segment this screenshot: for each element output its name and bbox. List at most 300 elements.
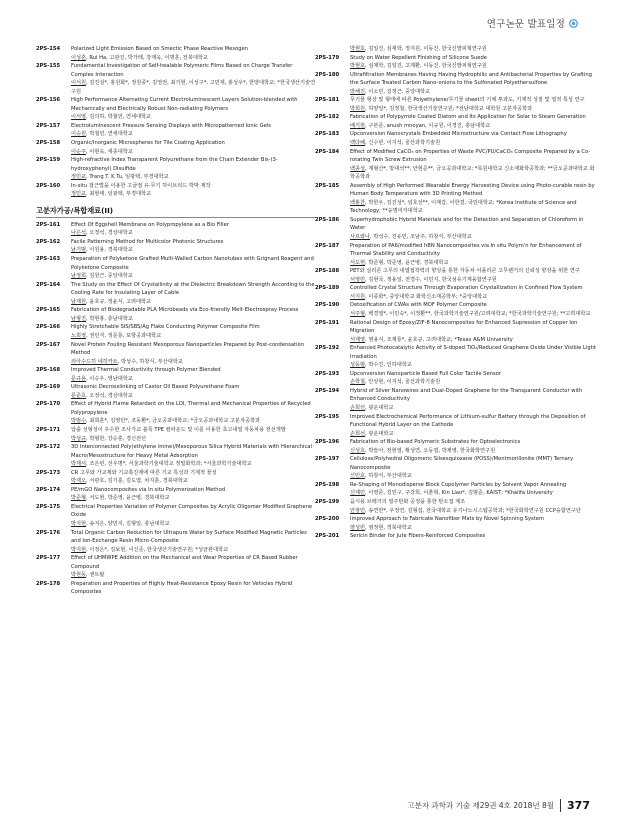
co-authors-affiliation: , 이영준, 김민구, 구강희, 이춘혁, Kin Liao*, 김범준, KAIST; *Khalifa University xyxy=(365,490,553,497)
poster-body xyxy=(350,45,597,54)
presenting-author: 박현호 xyxy=(350,63,366,70)
poster-authors xyxy=(350,336,597,345)
poster-code: 2PS-166 xyxy=(36,324,61,331)
poster-authors xyxy=(350,489,597,498)
presenting-author: 성동범 xyxy=(350,362,366,369)
poster-authors xyxy=(71,460,316,469)
poster-entry xyxy=(36,443,316,469)
poster-entry xyxy=(315,387,597,413)
poster-body xyxy=(350,54,597,71)
poster-code: 2PS-187 xyxy=(315,242,340,249)
poster-entry xyxy=(315,216,597,242)
poster-code: 2PS-186 xyxy=(315,216,340,223)
co-authors-affiliation: , 계형산*, 방대석**, 안현준**, 금오공과대학교; *목원대학교 신소재화학공학과; **금오공과대학교 화학공학과 xyxy=(350,165,595,181)
poster-authors xyxy=(350,139,597,148)
presenting-author: 박재오 xyxy=(71,478,87,485)
poster-entry xyxy=(36,122,316,139)
poster-entry xyxy=(315,242,597,268)
poster-body xyxy=(71,503,316,529)
poster-authors xyxy=(71,494,316,503)
poster-authors xyxy=(350,165,597,182)
presenting-author: 박재서 xyxy=(71,461,87,468)
co-authors-affiliation: , 박슬아, 전현열, 황성연, 오동엽, 박제영, 한국화학연구원 xyxy=(365,447,496,454)
presenting-author: 신민호 xyxy=(350,473,366,480)
poster-authors xyxy=(350,45,597,54)
poster-body xyxy=(71,238,316,255)
poster-title: Ultrasonic Decrosslinking of Castor Oil Based Polyurethane Foam xyxy=(71,384,240,391)
poster-code: 2PS-179 xyxy=(315,54,340,61)
poster-title: Superhydrophobic Hybrid Materials and for the Detection and Separation of Chloroform in Water xyxy=(350,216,584,232)
poster-body xyxy=(71,580,316,597)
presenting-author: 박희원 xyxy=(350,105,366,112)
poster-entry xyxy=(36,503,316,529)
presenting-author: 서영민 xyxy=(350,276,366,283)
poster-title: Ultrafiltration Membranes Having Having Hydrophilic and Antibacterial Properties by Grafting the Surface Treated Carbon Nano-onions to the Sulfonated Polyethersulfone xyxy=(350,71,592,87)
poster-title: Controlled Crystal Structure Through Evaporation Crystallization in Confined Flow System xyxy=(350,285,583,292)
co-authors-affiliation: , 오정석, 경상대학교 xyxy=(86,230,133,237)
poster-title: Re-Shaping of Monodisperse Block Copolymer Particles by Solvent Vapor Annealing xyxy=(350,481,567,488)
page-number: 377 xyxy=(560,799,590,812)
poster-title: Effect of Modified CaCO₃ on Properties of Waste PVC/PU/CaCO₃ Composite Prepared by a Co-rotating Twin Screw Extrusion xyxy=(350,148,591,164)
poster-authors xyxy=(71,229,316,238)
page-header xyxy=(487,16,578,30)
poster-authors xyxy=(350,233,597,242)
poster-code: 2PS-173 xyxy=(36,469,61,476)
co-authors-affiliation: , 신수빈, 이지석, 울산과학기술원 xyxy=(365,140,441,147)
co-authors-affiliation: , 오정석, 경상대학교 xyxy=(86,392,133,399)
poster-title: Preparation of Polyketone Grafted Multi-Walled Carbon Nanotubes with Grignard Reagent and Polyketone Composite xyxy=(71,256,314,271)
poster-title: Polarized Light Emission Based on Smectic Phase Reactive Mesogen xyxy=(71,46,248,52)
poster-body xyxy=(71,255,316,281)
co-authors-affiliation: , 박준형, 박준영, 윤근병, 경북대학교 xyxy=(365,259,449,266)
poster-code: 2PS-154 xyxy=(36,46,61,52)
co-authors-affiliation: , 박형한, 강승훈, 경신전선 xyxy=(86,435,147,442)
presenting-author: 문규용 xyxy=(71,375,87,382)
poster-entry xyxy=(36,96,316,122)
presenting-author: 신성호 xyxy=(350,447,366,454)
presenting-author: 서도현 xyxy=(350,259,366,266)
poster-code: 2PS-169 xyxy=(36,384,61,391)
poster-title: Upconversion Nanoparticle Based Full Color Tactile Sensor xyxy=(350,370,501,377)
poster-code: 2PS-180 xyxy=(315,71,340,78)
poster-code: 2PS-171 xyxy=(36,426,61,433)
poster-title: 3D Interconnected Poly(ethylene imine)/Mesoporous Silica Hybrid Materials with Hierarchical Macro/Mesostructure for Heavy Metal Adsorption xyxy=(71,444,312,459)
poster-authors xyxy=(350,259,597,268)
co-authors-affiliation: , 윤호규, 정윤식, 고려대학교 xyxy=(86,298,152,305)
poster-code: 2PS-192 xyxy=(315,345,340,352)
poster-authors xyxy=(350,472,597,481)
poster-code: 2PS-182 xyxy=(315,114,340,121)
poster-authors xyxy=(350,293,597,302)
poster-title: Total Organic Carbon Reduction for Ultrapure Water by Surface Modified Magnetic Particles and Ion-Exchange Resin Micro-Composite xyxy=(71,529,307,545)
poster-title: Electroluminescent Pressure Sensing Displays with Micropatterned Ionic Gels xyxy=(71,122,271,129)
poster-body xyxy=(350,130,597,147)
poster-body xyxy=(350,216,597,242)
poster-body xyxy=(71,469,316,486)
poster-code: 2PS-174 xyxy=(36,486,61,493)
poster-title: Fabrication of Biodegradable PLA Microbeads via Eco-friendly Melt-Electrospray Process xyxy=(71,307,299,314)
poster-code: 2PS-200 xyxy=(315,516,340,523)
poster-authors xyxy=(350,199,597,216)
poster-authors xyxy=(71,130,316,139)
co-authors-affiliation: , 이종화*, 중앙대학교 화학신소재공학부; *중앙대학교 xyxy=(365,293,488,300)
poster-authors xyxy=(71,173,316,182)
poster-body xyxy=(71,341,316,367)
poster-entry xyxy=(315,413,597,439)
poster-entry xyxy=(36,281,316,307)
co-authors-affiliation: , 최현태, 임광택, 부경대학교 xyxy=(86,191,152,198)
poster-authors xyxy=(350,361,597,370)
poster-code: 2PS-158 xyxy=(36,140,61,147)
poster-code: 2PS-195 xyxy=(315,413,340,420)
poster-body xyxy=(71,96,316,122)
poster-code: 2PS-178 xyxy=(36,580,61,587)
poster-title: Improved Approach to Fabricate Nanofiber Mats by Novel Spinning System xyxy=(350,516,545,523)
poster-authors xyxy=(350,404,597,413)
poster-title: Highly Stretchable SIS/SBS/Ag Flake Conducting Polymer Composite Film xyxy=(71,324,260,331)
poster-title: The Study on the Effect Of Crystallinity at the Dielectric Breakdown Strength According to the Cooling Rate for Insulating Layer of Cable xyxy=(71,281,315,297)
poster-title: Effect of Hybrid Flame Retardant on the LOI, Thermal and Mechanical Properties of Recycled Polypropylene xyxy=(71,401,311,416)
poster-authors xyxy=(350,276,597,285)
poster-title: 무기물 형상 및 형태에 따른 Polyethylene/무기물 sheet의 기체 투과도, 기계적 성질 및 열적 특성 연구 xyxy=(350,97,585,104)
page-footer xyxy=(407,799,590,812)
presenting-author: 박성규 xyxy=(71,435,87,442)
poster-code: 2PS-155 xyxy=(36,63,61,70)
co-authors-affiliation: , 이승우, 영남대학교 xyxy=(86,375,133,382)
poster-title: Rational Design of Epoxy/ZIF-8 Nanocomposites for Enhanced Supression of Copper Ion Migration xyxy=(350,319,578,335)
poster-authors xyxy=(71,298,316,307)
poster-body xyxy=(350,267,597,284)
poster-body xyxy=(71,281,316,307)
poster-authors xyxy=(71,546,316,555)
presenting-author: 이서영 xyxy=(71,114,87,121)
poster-code: 2PS-188 xyxy=(315,268,340,275)
co-authors-affiliation: , 최희훈*, 김영민*, 조동환*, 금오공과대학교; *금오공과대학교 고분자공학과 xyxy=(86,418,260,425)
co-authors-affiliation: , 박성수, 하창식, 부산대학교 xyxy=(117,358,183,365)
co-authors-affiliation: , 권민식, 정문룡, 포항공과대학교 xyxy=(86,332,162,339)
poster-body xyxy=(350,515,597,532)
poster-body xyxy=(350,71,597,97)
co-authors-affiliation: , 백경열*, 이민숙*, 이정환**, 한국과학기술연구원/고려대학교; *한국과학기술연구원; **고려대학교 xyxy=(365,310,591,317)
poster-entry xyxy=(36,383,316,400)
poster-authors xyxy=(71,332,316,341)
presenting-author: 손희선 xyxy=(350,430,366,437)
presenting-author: 백홍찬 xyxy=(350,199,366,206)
poster-title: Enhanced Photocatalytic Activity of S-doped TiO₂/Reduced Graphene Oxide Under Visible Light Irradiation xyxy=(350,345,596,360)
poster-title: Study on Water Repellent Finishing of Silicone Suede xyxy=(350,54,487,61)
poster-code: 2PS-161 xyxy=(36,221,61,228)
presenting-author: 이성훈 xyxy=(71,54,87,61)
poster-authors xyxy=(350,430,597,439)
co-authors-affiliation: , 광운대학교 xyxy=(365,404,394,411)
co-authors-affiliation: , 허양일*, 김정철, 한국생산기술연구원; *전남대학교 대학원 고분자공학과 xyxy=(365,105,533,112)
poster-code: 2PS-172 xyxy=(36,444,61,451)
poster-body xyxy=(71,139,316,156)
poster-entry xyxy=(36,139,316,156)
poster-entry xyxy=(36,255,316,281)
poster-code: 2PS-156 xyxy=(36,97,61,104)
poster-authors xyxy=(71,571,316,580)
poster-title: Electrical Properties Variation of Polymer Composites by Acrylic Oligomer Modified Graphene Oxide xyxy=(71,503,313,519)
poster-entry xyxy=(36,554,316,580)
poster-code: 2PS-193 xyxy=(315,370,340,377)
co-authors-affiliation: , 서도현, 박준영, 윤근병, 경북대학교 xyxy=(86,495,170,502)
section-heading: 고분자가공/복합재료(II) xyxy=(36,206,316,218)
poster-entry xyxy=(36,426,316,443)
poster-entry xyxy=(315,301,597,318)
poster-entry xyxy=(315,45,597,54)
poster-title: Upconversion Nanocrystals Embedded Microstructure via Contact Flow Lithography xyxy=(350,131,567,138)
poster-title: Novel Protein Fouling Resistant Mesoporous Nanoparticles Prepared by Post-condensation Method xyxy=(71,341,304,357)
poster-code: 2PS-199 xyxy=(315,498,340,505)
poster-body xyxy=(350,113,597,130)
poster-title: 압출 성형성이 우수한 조사가교 블록 TPE 컴파운드 및 이를 이용한 초고내열 자동차용 전선개발 xyxy=(71,426,286,433)
poster-title: Fabrication of Bio-based Polymeric Substrates for Optoelectronics xyxy=(350,439,521,446)
poster-title: Detoxification of CWAs with MOF Polymer Composite xyxy=(350,302,487,309)
presenting-author: 남재원 xyxy=(71,298,87,305)
poster-entry xyxy=(315,438,597,455)
poster-title: High-refractive Index Transparent Polyurethane from the Chain Extender Bis-(3-hydroxyphenyl) Disulfide xyxy=(71,157,278,172)
poster-body xyxy=(350,413,597,439)
poster-body xyxy=(71,156,316,182)
poster-code: 2PS-176 xyxy=(36,529,61,536)
poster-code: 2PS-197 xyxy=(315,456,340,463)
section-title: 연구논문 발표일정 xyxy=(486,19,565,30)
presenting-author: 서주형 xyxy=(350,310,366,317)
poster-authors xyxy=(71,113,316,122)
presenting-author: 문준호 xyxy=(71,392,87,399)
poster-authors xyxy=(71,79,316,96)
poster-code: 2PS-168 xyxy=(36,367,61,374)
co-authors-affiliation: , 김일진, 심재학, 정지원, 이동진, 한국신발피혁연구원 xyxy=(365,46,487,52)
co-authors-affiliation: , 조은빈, 선우명*, 서울과학기술대학교 정밀화학과; *서울과학기술대학교 xyxy=(86,461,252,468)
poster-entry xyxy=(36,45,316,62)
poster-authors xyxy=(71,246,316,255)
presenting-author: 이서원 xyxy=(71,80,87,87)
poster-code: 2PS-194 xyxy=(315,387,340,394)
poster-body xyxy=(350,96,597,113)
poster-code: 2PS-159 xyxy=(36,157,61,164)
poster-authors xyxy=(71,190,316,199)
poster-body xyxy=(350,148,597,182)
poster-body xyxy=(350,242,597,268)
poster-entry xyxy=(36,306,316,323)
presenting-author: 남정희 xyxy=(71,273,87,280)
poster-title: Assembly of High Performed Wearable Energy Harvesting Device using Photo-curable resin by Human Body Temperature with 3D Printing Method xyxy=(350,182,595,198)
co-authors-affiliation: , 이현욱, 세종대학교 xyxy=(86,148,133,155)
poster-entry xyxy=(315,532,597,541)
presenting-author: 이순주 xyxy=(71,148,87,155)
poster-title: Fundamental Investigation of Self-healable Polymeric Films Based on Charge Transfer Complex Interaction xyxy=(71,63,293,78)
poster-body xyxy=(350,532,597,541)
co-authors-affiliation: , 박한우, 김진성*, 임호선**, 이재갑, 이한결, 국민대학교; *Korea Institute of Science and Technology; **숭명여자대학교 xyxy=(350,199,577,215)
presenting-author: 박지현 xyxy=(71,520,87,527)
poster-title: Improved Electrochemical Performance of Lithium-sulfur Battery through the Deposition of Functional Hybrid Layer on the Cathode xyxy=(350,413,586,429)
presenting-author: 박준형 xyxy=(71,495,87,502)
presenting-author: 박범수 xyxy=(71,418,87,425)
poster-code: 2PS-165 xyxy=(36,307,61,314)
co-authors-affiliation: , 광운대학교 xyxy=(365,430,394,437)
poster-body xyxy=(71,62,316,96)
poster-code: 2PS-190 xyxy=(315,302,340,309)
poster-authors xyxy=(71,477,316,486)
poster-body xyxy=(71,306,316,323)
presenting-author: 나은석 xyxy=(71,230,87,237)
poster-entry xyxy=(315,267,597,284)
poster-body xyxy=(71,443,316,469)
poster-title: High Performance Alternating Current Electroluminescent Layers Solution-blended with Mechanically and Electrically Robust Non-radiating Polymers xyxy=(71,97,298,112)
poster-code: 2PS-183 xyxy=(315,131,340,138)
right-column xyxy=(315,45,597,541)
poster-title: Effect Of Eggshell Membrane on Polypropylene as a Bio Filler xyxy=(71,221,229,228)
poster-title: PE/mGO Nanocomposites via In situ Polymerization Method xyxy=(71,486,226,493)
poster-entry xyxy=(36,221,316,238)
poster-entry xyxy=(315,370,597,387)
poster-entry xyxy=(36,238,316,255)
presenting-author: 남기범 xyxy=(71,247,87,254)
presenting-author: 이승원 xyxy=(71,131,87,138)
poster-body xyxy=(71,529,316,555)
co-authors-affiliation: , 박현홍, 충남대학교 xyxy=(86,315,133,322)
poster-body xyxy=(350,284,597,301)
poster-authors xyxy=(350,88,597,97)
poster-body xyxy=(350,319,597,345)
presenting-author: 백종성 xyxy=(350,165,366,172)
poster-body xyxy=(71,366,316,383)
co-authors-affiliation: , 센트랄 xyxy=(86,572,105,579)
poster-entry xyxy=(36,400,316,426)
co-authors-affiliation: , 이정은*, 김보현, 이신준, 한국생산기술연구원; *성균관대학교 xyxy=(86,546,229,553)
poster-title: Sericin Binder for Jute Fibers-Reinforced Composites xyxy=(350,533,486,540)
presenting-author: 리아수드히 네히카트 xyxy=(71,358,118,365)
poster-body xyxy=(71,383,316,400)
poster-entry xyxy=(36,580,316,597)
co-authors-affiliation: , 이원용, 경북대학교 xyxy=(86,247,133,254)
co-authors-affiliation: , 염정현, 경북대학교 xyxy=(365,524,412,531)
poster-body xyxy=(350,387,597,413)
poster-entry xyxy=(315,71,597,97)
poster-authors xyxy=(350,507,597,516)
poster-body xyxy=(350,438,597,455)
poster-code: 2PS-170 xyxy=(36,401,61,408)
poster-body xyxy=(71,426,316,443)
poster-authors xyxy=(71,435,316,444)
left-column xyxy=(36,45,316,597)
presenting-author: 사르와나 xyxy=(350,234,371,241)
poster-entry xyxy=(315,515,597,532)
poster-entry xyxy=(315,130,597,147)
co-authors-affiliation: , 심재학, 김일진, 고재환, 이동진, 한국신발피혁연구원 xyxy=(365,63,487,70)
poster-entry xyxy=(315,481,597,498)
poster-code: 2PS-162 xyxy=(36,238,61,245)
poster-entry xyxy=(315,54,597,71)
co-authors-affiliation: , 박수진, 인하대학교 xyxy=(365,362,412,369)
poster-title: In-situ 접근법을 이용한 고굴절 유·무기 하이브리드 박막 제작 xyxy=(71,182,211,189)
presenting-author: 백다혜 xyxy=(350,140,366,147)
poster-title: Cellulose/Polyhedral Oligomeric Silsesquioxane (POSS)/Montmorillonite (MMT) Ternary Nanocomposite xyxy=(350,456,574,471)
poster-code: 2PS-189 xyxy=(315,285,340,292)
poster-body xyxy=(350,455,597,481)
co-authors-affiliation: , 김원근, 중앙대학교 xyxy=(86,273,133,280)
poster-code: 2PS-163 xyxy=(36,256,61,263)
poster-body xyxy=(350,498,597,515)
poster-body xyxy=(71,554,316,580)
poster-authors xyxy=(350,122,597,131)
poster-entry xyxy=(36,529,316,555)
co-authors-affiliation: , 김의하, 박철민, 연세대학교 xyxy=(86,114,152,121)
poster-entry xyxy=(36,366,316,383)
poster-entry xyxy=(36,182,316,199)
poster-code: 2PS-157 xyxy=(36,122,61,129)
co-authors-affiliation: , 하창식, 부산대학교 xyxy=(365,473,412,480)
poster-title: Organic/Inorganic Microspheres for Tile Coating Application xyxy=(71,140,225,147)
co-authors-affiliation: , 염용식, 조제룡*, 윤호규, 고려대학교; *Texas A&M University xyxy=(365,336,513,343)
co-authors-affiliation: , Trang T. K Tu, 임광택, 부경대학교 xyxy=(86,174,169,181)
poster-entry xyxy=(36,486,316,503)
poster-title: Fabrication of Polypyrrole Coated Diatom and Its Application for Solar to Steam Generation xyxy=(350,114,586,121)
poster-code: 2PS-175 xyxy=(36,503,61,510)
poster-authors xyxy=(71,520,316,529)
poster-body xyxy=(350,182,597,216)
poster-code: 2PS-181 xyxy=(315,97,340,104)
presenting-author: 박해진 xyxy=(350,88,366,95)
poster-title: Facile Patterning Method for Multicolor Photonic Structures xyxy=(71,238,224,245)
poster-body xyxy=(350,370,597,387)
presenting-author: 양성빈 xyxy=(350,524,366,531)
co-authors-affiliation: , 이소민, 김정근, 중앙대학교 xyxy=(365,88,431,95)
co-authors-affiliation: , 송연만*, 우정연, 김형섭, 전국대학교 유기나노시스템공학과; *한국화학연구원 CCP융합연구단 xyxy=(365,507,581,514)
poster-body xyxy=(71,400,316,426)
poster-body xyxy=(71,323,316,340)
poster-body xyxy=(71,182,316,199)
co-authors-affiliation: , 박철민, 연세대학교 xyxy=(86,131,133,138)
poster-title: Improved Thermal Conductivity through Polymer Blended xyxy=(71,367,221,374)
presenting-author: 정민교 xyxy=(71,191,87,198)
poster-title: CR 고무와 가교제와 기교촉진제에 따른 기교 특성과 기계적 물성 xyxy=(71,469,217,476)
presenting-author: 박지현 xyxy=(71,546,87,553)
poster-authors xyxy=(71,315,316,324)
poster-code: 2PS-196 xyxy=(315,439,340,446)
co-authors-affiliation: , 송지은, 양민지, 김형일, 충남대학교 xyxy=(86,520,170,527)
poster-entry xyxy=(36,62,316,96)
poster-body xyxy=(350,301,597,318)
poster-body xyxy=(71,221,316,238)
presenting-author: 노희정 xyxy=(71,332,87,339)
co-authors-affiliation: , 김진실*, 홍원화*, 정원종*, 김영권, 최기현, 이성구*, 고민재, 홍성우*, 한양대학교; *한국생산기술연구원 xyxy=(71,80,316,95)
presenting-author: 손학철 xyxy=(350,379,366,386)
poster-code: 2PS-160 xyxy=(36,182,61,189)
poster-authors xyxy=(350,524,597,533)
presenting-author: 안창민 xyxy=(350,507,366,514)
poster-authors xyxy=(350,447,597,456)
presenting-author: 서지원 xyxy=(350,293,366,300)
poster-authors xyxy=(71,358,316,367)
poster-entry xyxy=(315,113,597,130)
poster-code: 2PS-198 xyxy=(315,481,340,488)
poster-authors xyxy=(71,148,316,157)
co-authors-affiliation: , Rui Ha, 고관진, 박가레, 강재욱, 이명훈, 전북대학교 xyxy=(86,54,208,61)
poster-entry xyxy=(36,469,316,486)
poster-code: 2PS-184 xyxy=(315,148,340,155)
poster-entry xyxy=(315,182,597,216)
poster-title: Hybrid of Silver Nanowires and Dual-Doped Graphene for the Transparent Conductor with Enhanced Conductivity xyxy=(350,387,583,403)
poster-entry xyxy=(315,284,597,301)
poster-authors xyxy=(350,378,597,387)
presenting-author: 박현동 xyxy=(71,572,87,579)
poster-body xyxy=(350,344,597,370)
poster-entry xyxy=(36,323,316,340)
poster-title: 음시용 브레기의 열주탄화 공정을 통한 탄소접 제조 xyxy=(350,498,466,505)
